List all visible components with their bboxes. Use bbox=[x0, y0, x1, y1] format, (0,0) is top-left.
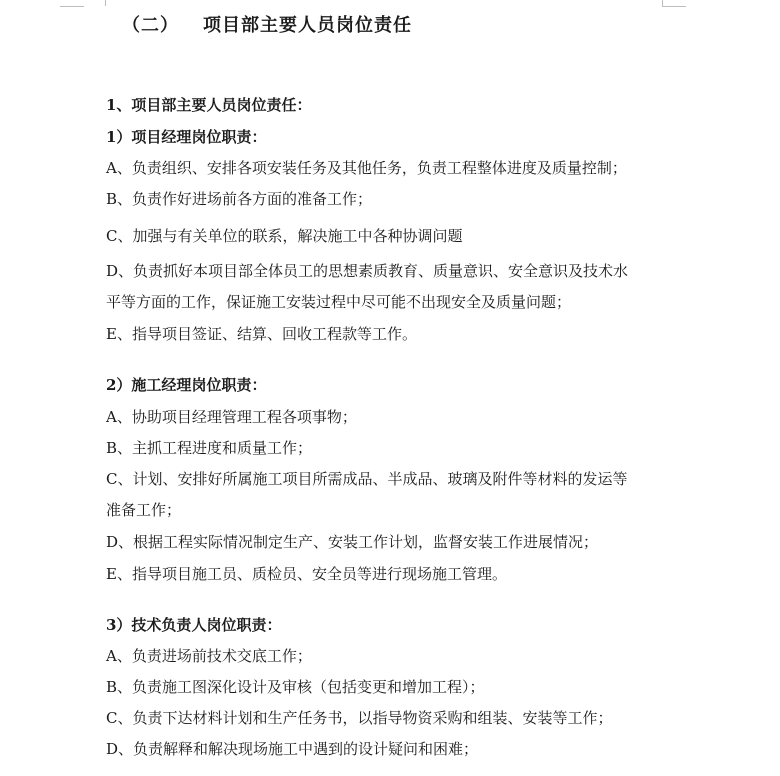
section-title-number: （二） bbox=[122, 15, 179, 36]
crop-mark-right-horizontal bbox=[662, 6, 686, 7]
section-3-item-a: A、负责进场前技术交底工作； bbox=[106, 647, 312, 665]
section-2-item-c-cont: 准备工作； bbox=[106, 501, 182, 519]
section-3-item-c: C、负责下达材料计划和生产任务书，以指导物资采购和组装、安装等工作； bbox=[106, 709, 613, 727]
section-3-heading: 3）技术负责人岗位职责： bbox=[106, 616, 282, 634]
section-3-item-d: D、负责解释和解决现场施工中遇到的设计疑问和困难； bbox=[106, 740, 479, 758]
section-1-item-a: A、负责组织、安排各项安装任务及其他任务，负责工程整体进度及质量控制； bbox=[106, 159, 627, 177]
section-1-heading: 1）项目经理岗位职责： bbox=[106, 128, 267, 146]
crop-mark-left-horizontal bbox=[60, 6, 84, 7]
section-title-text: 项目部主要人员岗位责任 bbox=[203, 15, 412, 36]
heading-main: 1、项目部主要人员岗位责任： bbox=[106, 96, 312, 114]
section-2-item-a: A、协助项目经理管理工程各项事物； bbox=[106, 408, 357, 426]
section-2-heading: 2）施工经理岗位职责： bbox=[106, 376, 267, 394]
section-1-item-e: E、指导项目签证、结算、回收工程款等工作。 bbox=[106, 325, 417, 343]
section-2-item-b: B、主抓工程进度和质量工作； bbox=[106, 439, 313, 457]
crop-mark-left bbox=[83, 0, 106, 6]
section-1-item-c: C、加强与有关单位的联系，解决施工中各种协调问题 bbox=[106, 227, 463, 245]
section-1-item-b: B、负责作好进场前各方面的准备工作； bbox=[106, 190, 373, 208]
section-title bbox=[122, 16, 412, 36]
section-2-item-d: D、根据工程实际情况制定生产、安装工作计划，监督安装工作进展情况； bbox=[106, 533, 599, 551]
section-3-item-b: B、负责施工图深化设计及审核（包括变更和增加工程）； bbox=[106, 678, 485, 696]
section-2-item-c: C、计划、安排好所属施工项目所需成品、半成品、玻璃及附件等材料的发运等 bbox=[106, 470, 628, 488]
section-1-item-d-cont: 平等方面的工作，保证施工安装过程中尽可能不出现安全及质量问题； bbox=[106, 293, 572, 311]
section-2-item-e: E、指导项目施工员、质检员、安全员等进行现场施工管理。 bbox=[106, 565, 507, 583]
section-1-item-d: D、负责抓好本项目部全体员工的思想素质教育、质量意识、安全意识及技术水 bbox=[106, 262, 629, 280]
